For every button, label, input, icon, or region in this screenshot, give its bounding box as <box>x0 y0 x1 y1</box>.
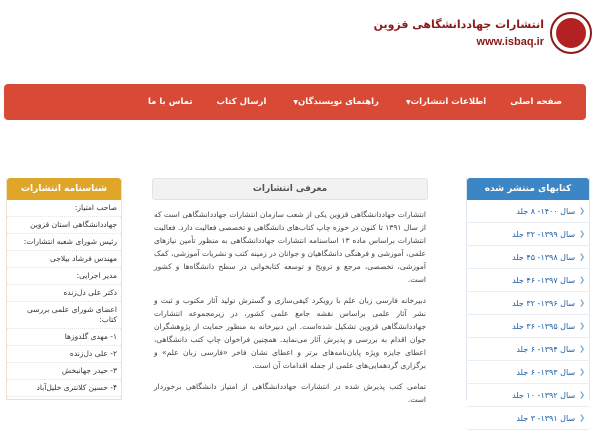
site-title[interactable]: انتشارات جهاددانشگاهی قزوین <box>373 18 544 31</box>
publisher-id-panel <box>6 178 122 400</box>
book-year-label: سال ۱۳۹۲- ۱۰ جلد <box>512 390 576 400</box>
id-line: اعضای شورای علمی بررسی کتاب: <box>7 302 121 329</box>
nav-contact[interactable] <box>136 97 205 107</box>
book-year-link[interactable] <box>467 269 589 292</box>
book-year-link[interactable] <box>467 407 589 430</box>
nav-contact-label: تماس با ما <box>147 97 193 107</box>
chevron-left-icon: ❮ <box>579 299 585 307</box>
chevron-left-icon: ❮ <box>579 276 585 284</box>
published-books-panel <box>466 178 590 423</box>
nav-home-label: صفحه اصلی <box>510 97 562 107</box>
id-line: ۲- علی دل‌زنده <box>7 346 121 363</box>
id-line: مدیر اجرایی: <box>7 268 121 285</box>
book-year-link[interactable] <box>467 223 589 246</box>
book-year-label: سال ۱۳۹۸- ۴۵ جلد <box>512 252 576 262</box>
nav-author-guide-label: راهنمای نویسندگان <box>298 97 379 107</box>
id-line: ۱- مهدی گلدوزها <box>7 329 121 346</box>
published-books-title: کتابهای منتشر شده <box>467 178 589 200</box>
chevron-left-icon: ❮ <box>579 253 585 261</box>
logo-emblem-icon <box>556 18 586 48</box>
book-year-label: سال ۱۴۰۰- ۸ جلد <box>516 206 576 216</box>
site-url[interactable]: www.isbaq.ir <box>476 36 544 48</box>
chevron-down-icon: ▼ <box>293 98 298 106</box>
id-line: ۳- حیدر جهانبخش <box>7 363 121 380</box>
id-line: رئیس شورای شعبه انتشارات: <box>7 234 121 251</box>
id-line: جهاددانشگاهی استان قزوین <box>7 217 121 234</box>
book-year-label: سال ۱۳۹۹- ۳۲ جلد <box>512 229 576 239</box>
intro-paragraph: دبیرخانه فارسی زبان علم با رویکرد کیفی‌سازی و گسترش تولید آثار مکتوب و ثبت و نشر آثار علمی براساس نقشه جامع علمی کشور، در زیرمجموعه انتشارات جهاددانشگاهی قزوین تشکیل شده‌است. این دبیرخانه به منظور حمایت از پژوهشگران جوان اقدام به بررسی و پذیرش آثار می‌نماید. همچنین فراخوان چاپ کتب دانشگاهی، اعطای جایزه ویژه پایان‌نامه‌های برتر و اعطای نشان فاخر «فارسی زبان علم» و برگزاری گردهمایی‌های علمی از جمله اقدامات آن است. <box>154 296 426 370</box>
book-year-link[interactable] <box>467 292 589 315</box>
book-year-link[interactable] <box>467 361 589 384</box>
book-year-label: سال ۱۳۹۱- ۳ جلد <box>516 413 576 423</box>
book-year-label: سال ۱۳۹۴- ۶ جلد <box>516 344 576 354</box>
publisher-intro-title: معرفی انتشارات <box>152 178 428 200</box>
chevron-left-icon: ❮ <box>579 322 585 330</box>
book-year-label: سال ۱۳۹۶- ۳۲ جلد <box>512 298 576 308</box>
id-line: ۴- حسین کلانتری خلیل‌آباد <box>7 380 121 397</box>
book-year-link[interactable] <box>467 338 589 361</box>
chevron-left-icon: ❮ <box>579 230 585 238</box>
chevron-left-icon: ❮ <box>579 368 585 376</box>
id-line: مهندس فرشاد بیلاجی <box>7 251 121 268</box>
nav-submit-book-label: ارسال کتاب <box>216 97 267 107</box>
id-line: دکتر علی دل‌زنده <box>7 285 121 302</box>
chevron-left-icon: ❮ <box>579 207 585 215</box>
nav-publisher-info[interactable] <box>391 97 498 107</box>
book-year-label: سال ۱۳۹۵- ۳۶ جلد <box>512 321 576 331</box>
chevron-left-icon: ❮ <box>579 391 585 399</box>
book-year-label: سال ۱۳۹۳- ۶ جلد <box>516 367 576 377</box>
book-year-link[interactable] <box>467 200 589 223</box>
book-year-link[interactable] <box>467 246 589 269</box>
chevron-down-icon: ▼ <box>405 98 411 106</box>
book-year-link[interactable] <box>467 384 589 407</box>
nav-publisher-info-label: اطلاعات انتشارات <box>410 97 487 107</box>
chevron-left-icon: ❮ <box>579 414 585 422</box>
publisher-intro-panel <box>152 178 428 404</box>
id-line: صاحب امتیاز: <box>7 200 121 217</box>
intro-paragraph: تمامی کتب پذیرش شده در انتشارات جهاددانشگاهی از امتیاز دانشگاهی برخوردار است. <box>154 382 426 404</box>
chevron-left-icon: ❮ <box>579 345 585 353</box>
nav-submit-book[interactable] <box>205 97 279 107</box>
nav-home[interactable] <box>498 97 574 107</box>
publisher-id-title: شناسنامه انتشارات <box>7 178 121 200</box>
nav-author-guide[interactable] <box>278 97 391 107</box>
book-year-label: سال ۱۳۹۷- ۴۶ جلد <box>512 275 576 285</box>
intro-paragraph: انتشارات جهاددانشگاهی قزوین یکی از شعب سازمان انتشارات جهاددانشگاهی است که از سال ۱۳۹۱ تا کنون در حوزه چاپ کتاب‌های دانشگاهی و تخصصی فعالیت دارد. فعالیت انتشارات براساس ماده ۱۳ اساسنامه انتشارات جهاددانشگاهی به منظور تأمین نیازهای علمی، آموزشی و فرهنگی دانشگاهیان و جوانان در زمینه کتب و نشریات آموزشی، کمک آموزشی، تخصصی، مرجع و ترویج و توسعه کتابخوانی در سطح دانشگاه‌ها و کشور است. <box>154 210 427 284</box>
site-header <box>0 0 600 80</box>
site-logo[interactable] <box>550 12 592 54</box>
book-year-link[interactable] <box>467 315 589 338</box>
main-nav <box>4 84 586 120</box>
